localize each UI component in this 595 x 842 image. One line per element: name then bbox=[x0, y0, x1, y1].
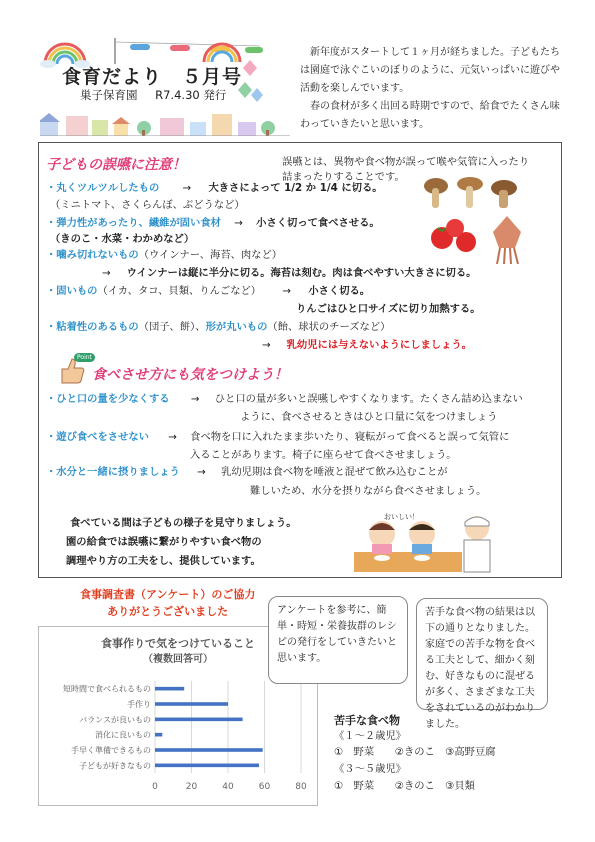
recipe-bubble: アンケートを参考に、簡単・時短・栄養抜群のレシピの発行をしていきたいと思います。 bbox=[268, 596, 408, 684]
tip-small-bites-line2: ように、食べさせるときはひと口量に気をつけましょう bbox=[240, 411, 498, 423]
point-badge: Point bbox=[74, 353, 95, 362]
dislikes-age2: 《３～５歳児》 bbox=[334, 763, 407, 775]
issue-date: R7.4.30 発行 bbox=[155, 88, 227, 102]
dislikes-heading: 苦手な食べ物 bbox=[334, 714, 400, 727]
bar bbox=[155, 718, 243, 722]
bar bbox=[155, 748, 263, 752]
item-elastic: ・弾力性があったり、繊維が固い食材 → 小さく切って食べさせる。 bbox=[46, 217, 380, 229]
category-label: 子どもが好きなもの bbox=[79, 761, 151, 771]
newsletter-title: 食育だより ５月号 bbox=[62, 66, 243, 88]
intro-paragraph-1: 新年度がスタートして１ヶ月が経ちました。子どもたちは園庭で泳ぐこいのぼりのように、元気いっぱいに遊びや活動を楽しんでいます。 bbox=[300, 47, 560, 94]
x-tick-label: 80 bbox=[295, 782, 307, 792]
bar bbox=[155, 702, 228, 706]
tip-no-play-eating: ・遊び食べをさせない → 食べ物を口に入れたまま歩いたり、寝転がって食べると誤って気管に bbox=[46, 431, 510, 443]
choking-heading: 子どもの誤嚥に注意！ bbox=[46, 157, 186, 173]
item-hard-to-bite: ・噛み切れないもの（ウインナー、海苔、肉など） bbox=[46, 249, 283, 261]
category-label: 手作り bbox=[127, 700, 151, 709]
tip-with-water: ・水分と一緒に摂りましょう → 乳幼児期は食べ物を唾液と混ぜて飲み込むことが bbox=[46, 466, 448, 478]
item-hard-to-bite-action: → ウインナーは縦に半分に切る。海苔は刻む。肉は食べやすい大きさに切る。 bbox=[102, 267, 477, 279]
nursery-info bbox=[80, 87, 226, 103]
mushroom-icon bbox=[422, 174, 522, 214]
bar bbox=[155, 687, 184, 691]
item-round-smooth: ・丸くツルツルしたもの → 大きさによって 1/2 か 1/4 に切る。 bbox=[46, 182, 383, 194]
dislikes-age1-items: ① 野菜 ②きのこ ③高野豆腐 bbox=[334, 746, 496, 758]
speech-text: おいしい！ bbox=[384, 513, 419, 521]
dislikes-age2-items: ① 野菜 ②きのこ ③貝類 bbox=[334, 780, 475, 792]
choking-definition-line2: 詰まったりすることです。 bbox=[282, 171, 405, 183]
item-elastic-examples: （きのこ・水菜・わかめなど） bbox=[50, 233, 195, 245]
x-tick-label: 0 bbox=[152, 782, 158, 792]
category-label: 短時間で食べられるもの bbox=[63, 684, 151, 694]
x-tick-label: 20 bbox=[185, 782, 198, 792]
nursery-name: 巣子保育園 bbox=[80, 88, 138, 102]
x-tick-label: 40 bbox=[222, 782, 234, 792]
item-round-examples: （ミニトマト、さくらんぼ、ぶどうなど） bbox=[50, 199, 245, 211]
tip-small-bites: ・ひと口の量を少なくする → ひと口の量が多いと誤嚥しやすくなります。たくさん詰め込まない bbox=[46, 393, 523, 405]
chart-subtitle: （複数回答可） bbox=[143, 654, 213, 665]
intro-text bbox=[300, 44, 562, 134]
x-tick-label: 60 bbox=[258, 782, 271, 792]
item-sticky: ・粘着性のあるもの（団子、餅）、形が丸いもの（飴、球状のチーズなど） bbox=[46, 321, 391, 333]
item-hard-action2: りんごはひと口サイズに切り加熱する。 bbox=[296, 303, 481, 315]
tomato-icon bbox=[428, 218, 488, 254]
category-label: 消化に良いもの bbox=[95, 730, 151, 740]
category-label: バランスが良いもの bbox=[79, 715, 151, 725]
chart-title: 食事作りで気をつけていること bbox=[101, 637, 255, 650]
squid-icon bbox=[488, 214, 526, 266]
feeding-heading: 食べさせ方にも気をつけよう！ bbox=[92, 367, 288, 383]
category-label: 手早く準備できるもの bbox=[71, 746, 151, 755]
survey-thanks: 食事調査書（アンケート）のご協力 ありがとうございました bbox=[80, 588, 256, 618]
children-eating-illustration bbox=[352, 508, 502, 574]
town-icon bbox=[40, 108, 290, 136]
closing-text: 食べている間は子どもの様子を見守りましょう。 園の給食では誤嚥に繋がりやすい食べ物の 調理やり方の工夫をし、提供しています。 bbox=[66, 517, 297, 567]
bar bbox=[155, 733, 162, 737]
choking-definition-line1: 誤嚥とは、異物や食べ物が誤って喉や気管に入ったり bbox=[282, 156, 530, 168]
dislikes-bubble: 苦手な食べ物の結果は以下の通りとなりました。家庭での苦手な物を食べる工夫として、細かく刻む、好きなものに混ぜるが多く、さまざまな工夫をされているのがわかりました。 bbox=[416, 598, 548, 710]
tip-no-play-eating-line2: 入ることがあります。椅子に座らせて食べさせましょう。 bbox=[190, 449, 457, 461]
bar bbox=[155, 764, 259, 768]
item-hard: ・固いもの（イカ、タコ、貝類、りんごなど） → 小さく切る。 bbox=[46, 285, 371, 297]
item-sticky-action: → 乳幼児には与えないようにしましょう。 bbox=[262, 339, 472, 351]
intro-paragraph-2: 春の食材が多く出回る時期ですので、給食でたくさん味わっていきたいと思います。 bbox=[300, 101, 560, 130]
tip-with-water-line2: 難しいため、水分を摂りながら食べさせましょう。 bbox=[250, 485, 487, 497]
dislikes-age1: 《１～２歳児》 bbox=[334, 730, 407, 742]
